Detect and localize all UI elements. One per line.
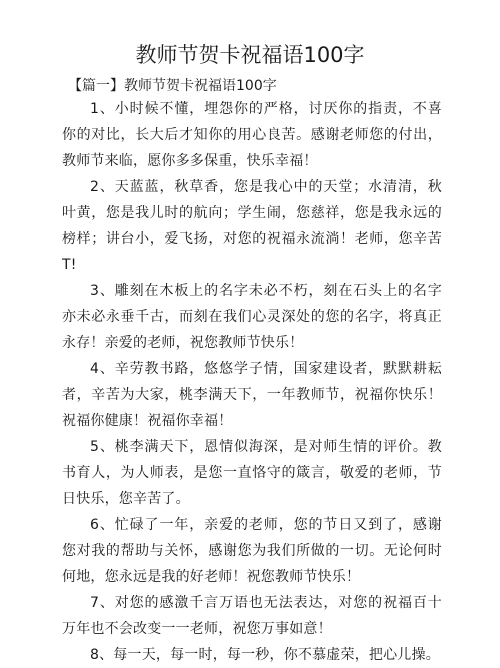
paragraph-2: 2、天蓝蓝，秋草香，您是我心中的天堂；水清清，秋 叶黄，您是我儿时的航向；学生闹，您慈祥，您是我永远的 榜样；讲台小，爱飞扬，对您的祝福永流淌！老师，您辛苦 T! [62,179,442,273]
document-body [62,96,442,668]
paragraph-4: 4、辛劳教书路，悠悠学子情，国家建设者，默默耕耘 者，辛苦为大家，桃李满天下，一年教师节，祝福你快乐！ 祝福你健康！祝福你幸福！ [62,361,442,429]
paragraph-1: 1、小时候不懂，埋怨你的严格，讨厌你的指责，不喜 你的对比，长大后才知你的用心良苦。感谢老师您的付出， 教师节来临，愿你多多保重，快乐幸福！ [62,101,442,169]
section-heading: 【篇一】教师节贺卡祝福语100字 [68,78,277,94]
paragraph-6: 6、忙碌了一年，亲爱的老师，您的节日又到了，感谢 您对我的帮助与关怀，感谢您为我们所做的一切。无论何时 何地，您永远是我的好老师！祝您教师节快乐！ [62,517,442,585]
paragraph-5: 5、桃李满天下，恩情似海深，是对师生情的评价。教 书育人，为人师表，是您一直恪守的箴言，敬爱的老师，节 日快乐，您辛苦了。 [62,439,442,507]
paragraph-7: 7、对您的感激千言万语也无法表达，对您的祝福百十 万年也不会改变一一老师，祝您万事如意！ [62,595,442,637]
paragraph-8: 8、每一天，每一时，每一秒，你不慕虚荣，把心儿操。 [90,647,440,663]
paragraph-3: 3、雕刻在木板上的名字未必不朽，刻在石头上的名字 亦未必永垂千古，而刻在我们心灵深处的您的名字，将真正 永存！亲爱的老师，祝您教师节快乐！ [62,283,442,351]
document-title: 教师节贺卡祝福语100字 [135,43,365,67]
